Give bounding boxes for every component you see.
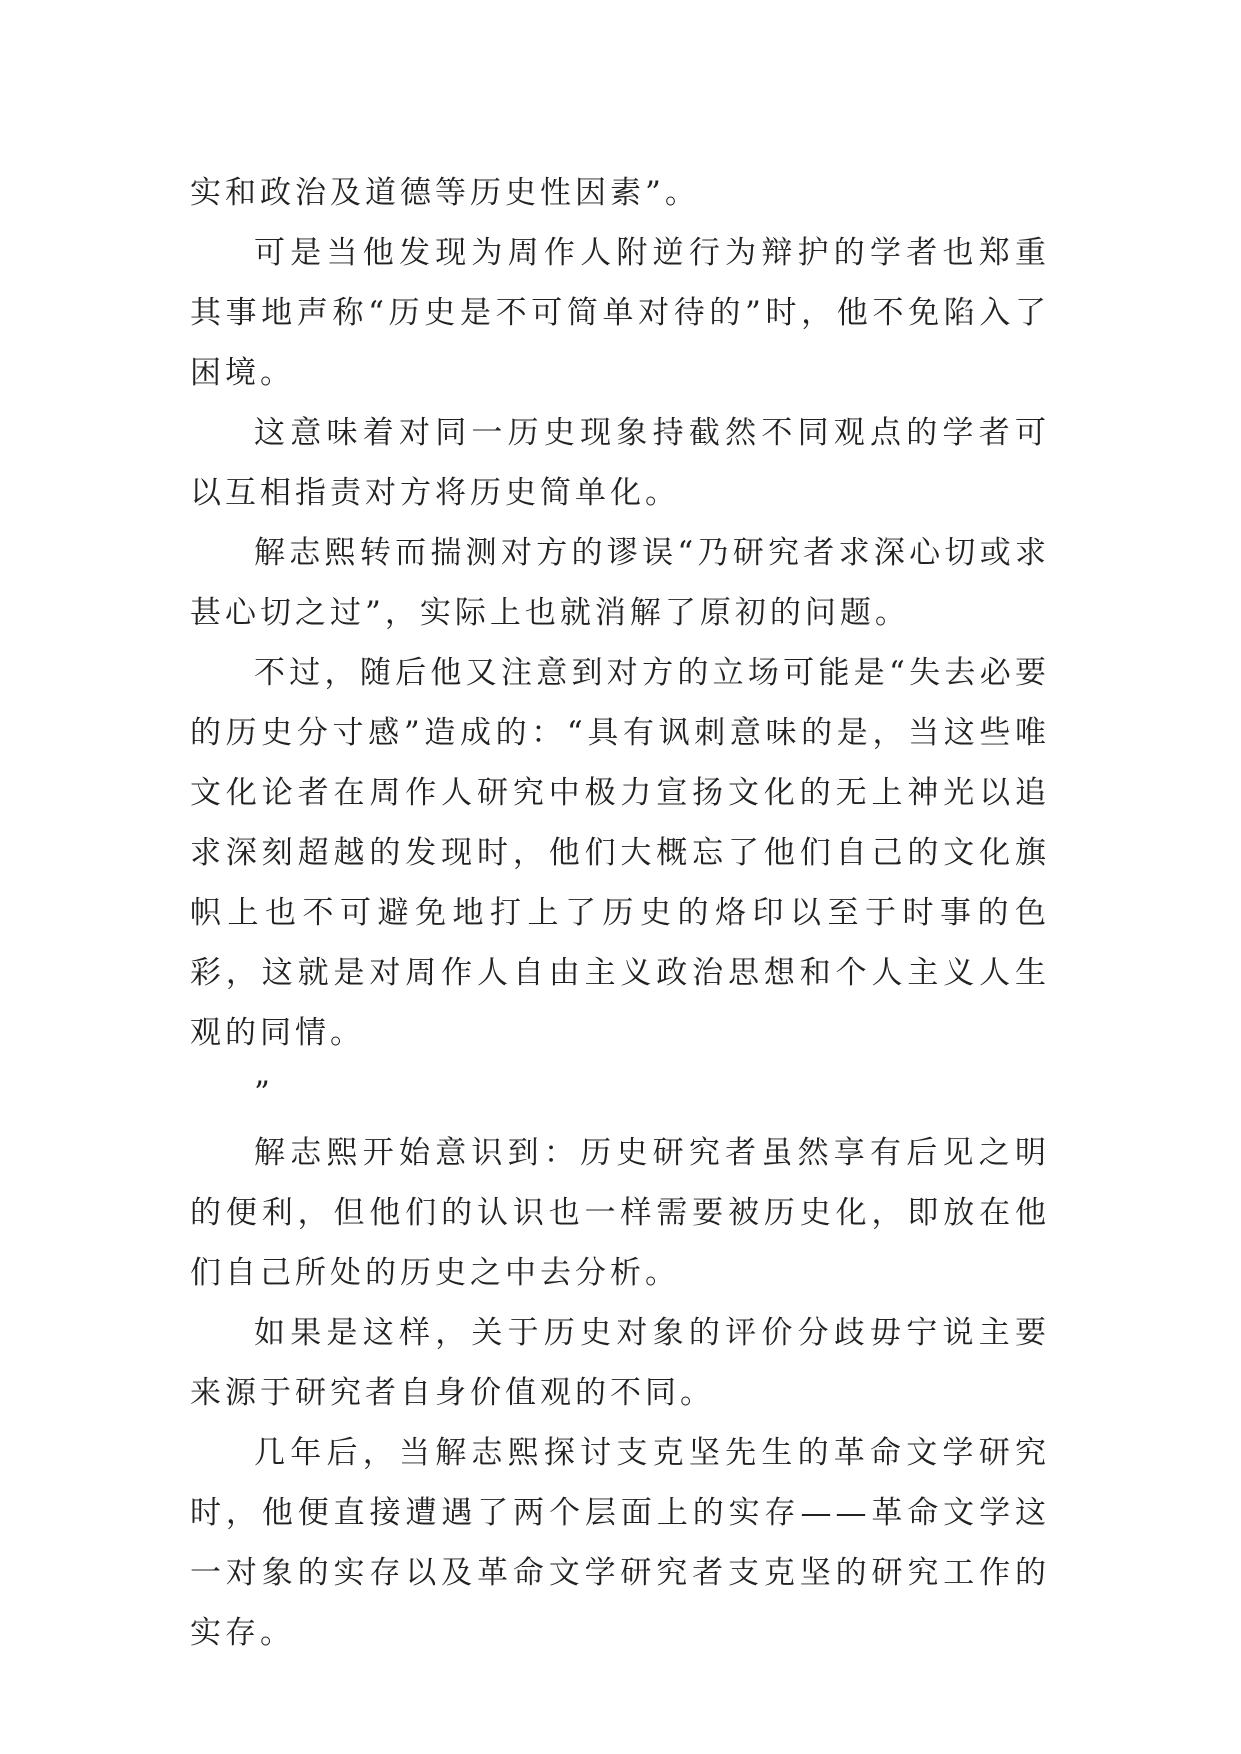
body-text: [190, 163, 1050, 1663]
paragraph-3: 这意味着对同一历史现象持截然不同观点的学者可以互相指责对方将历史简单化。: [190, 415, 1050, 511]
paragraph-7: 解志熙开始意识到：历史研究者虽然享有后见之明的便利，但他们的认识也一样需要被历史化，即放在他们自己所处的历史之中去分析。: [190, 1135, 1050, 1291]
paragraph-1: 实和政治及道德等历史性因素”。: [190, 175, 700, 211]
paragraph-2: 可是当他发现为周作人附逆行为辩护的学者也郑重其事地声称“历史是不可简单对待的”时，他不免陷入了困境。: [190, 235, 1050, 391]
paragraph-6-closing-quote: ”: [254, 1075, 274, 1111]
paragraph-4: 解志熙转而揣测对方的谬误“乃研究者求深心切或求甚心切之过”，实际上也就消解了原初的问题。: [190, 535, 1050, 631]
paragraph-9: 几年后，当解志熙探讨支克坚先生的革命文学研究时，他便直接遭遇了两个层面上的实存——革命文学这一对象的实存以及革命文学研究者支克坚的研究工作的实存。: [190, 1435, 1050, 1651]
paragraph-8: 如果是这样，关于历史对象的评价分歧毋宁说主要来源于研究者自身价值观的不同。: [190, 1315, 1050, 1411]
paragraph-5: 不过，随后他又注意到对方的立场可能是“失去必要的历史分寸感”造成的：“具有讽刺意味的是，当这些唯文化论者在周作人研究中极力宣扬文化的无上神光以追求深刻超越的发现时，他们大概忘了他们自己的文化旗帜上也不可避免地打上了历史的烙印以至于时事的色彩，这就是对周作人自由主义政治思想和个人主义人生观的同情。: [190, 655, 1050, 1051]
